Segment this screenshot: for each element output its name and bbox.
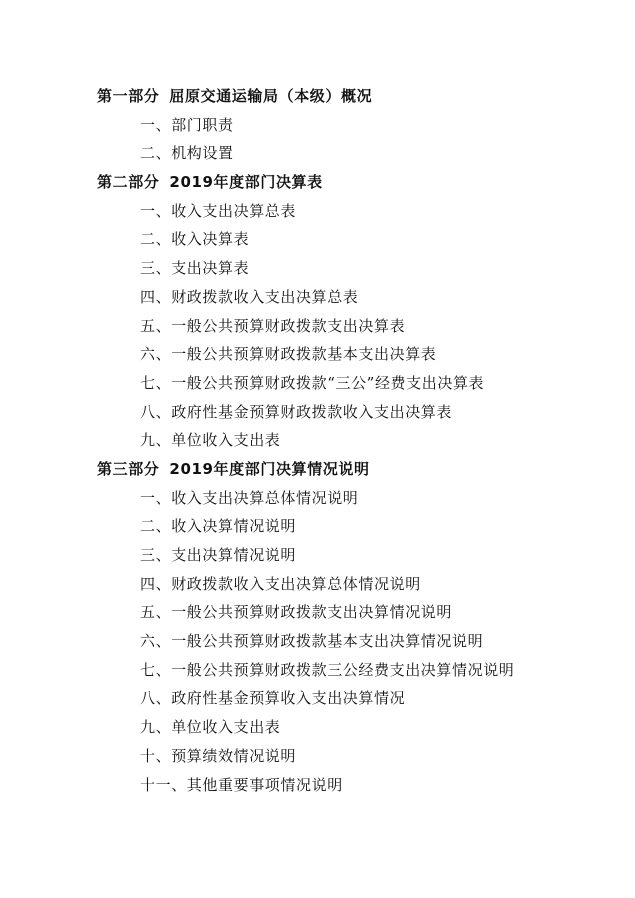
toc-item: 八、政府性基金预算财政拨款收入支出决算表: [140, 402, 453, 421]
toc-item: 七、一般公共预算财政拨款三公经费支出决算情况说明: [140, 660, 515, 679]
toc-item: 一、收入支出决算总表: [140, 201, 297, 220]
section-label: 第二部分: [97, 173, 160, 192]
toc-item: 四、财政拨款收入支出决算总体情况说明: [140, 574, 421, 593]
section-title: 2019年度部门决算表: [169, 173, 323, 192]
toc-item: 十、预算绩效情况说明: [140, 746, 297, 765]
toc-item: 五、一般公共预算财政拨款支出决算表: [140, 316, 406, 335]
toc-item: 六、一般公共预算财政拨款基本支出决算情况说明: [140, 632, 484, 651]
toc-item: 四、财政拨款收入支出决算总表: [140, 287, 359, 306]
toc-item: 六、一般公共预算财政拨款基本支出决算表: [140, 345, 437, 364]
section-label: 第三部分: [97, 459, 160, 478]
toc-item: 二、收入决算表: [140, 230, 250, 249]
section-heading-3: [0, 455, 635, 484]
section-title: 屈原交通运输局（本级）概况: [169, 87, 373, 105]
section-title: 2019年度部门决算情况说明: [169, 459, 370, 478]
toc-item: 三、支出决算表: [140, 259, 250, 278]
toc-item: 九、单位收入支出表: [140, 718, 281, 737]
toc-item: 五、一般公共预算财政拨款支出决算情况说明: [140, 603, 453, 622]
toc-item: 九、单位收入支出表: [140, 431, 281, 450]
section-heading-2: [0, 168, 635, 197]
table-of-contents: [0, 82, 635, 799]
toc-item: 一、收入支出决算总体情况说明: [140, 488, 359, 507]
section-heading-1: [0, 82, 635, 111]
toc-item: 三、支出决算情况说明: [140, 546, 297, 564]
toc-item: 二、收入决算情况说明: [140, 517, 297, 536]
toc-item: 二、机构设置: [140, 144, 234, 163]
toc-item: 十一、其他重要事项情况说明: [140, 775, 343, 794]
toc-item: 八、政府性基金预算收入支出决算情况: [140, 689, 406, 708]
toc-item: 一、部门职责: [140, 115, 234, 134]
toc-item: 七、一般公共预算财政拨款“三公”经费支出决算表: [140, 373, 485, 392]
section-label: 第一部分: [97, 87, 160, 105]
